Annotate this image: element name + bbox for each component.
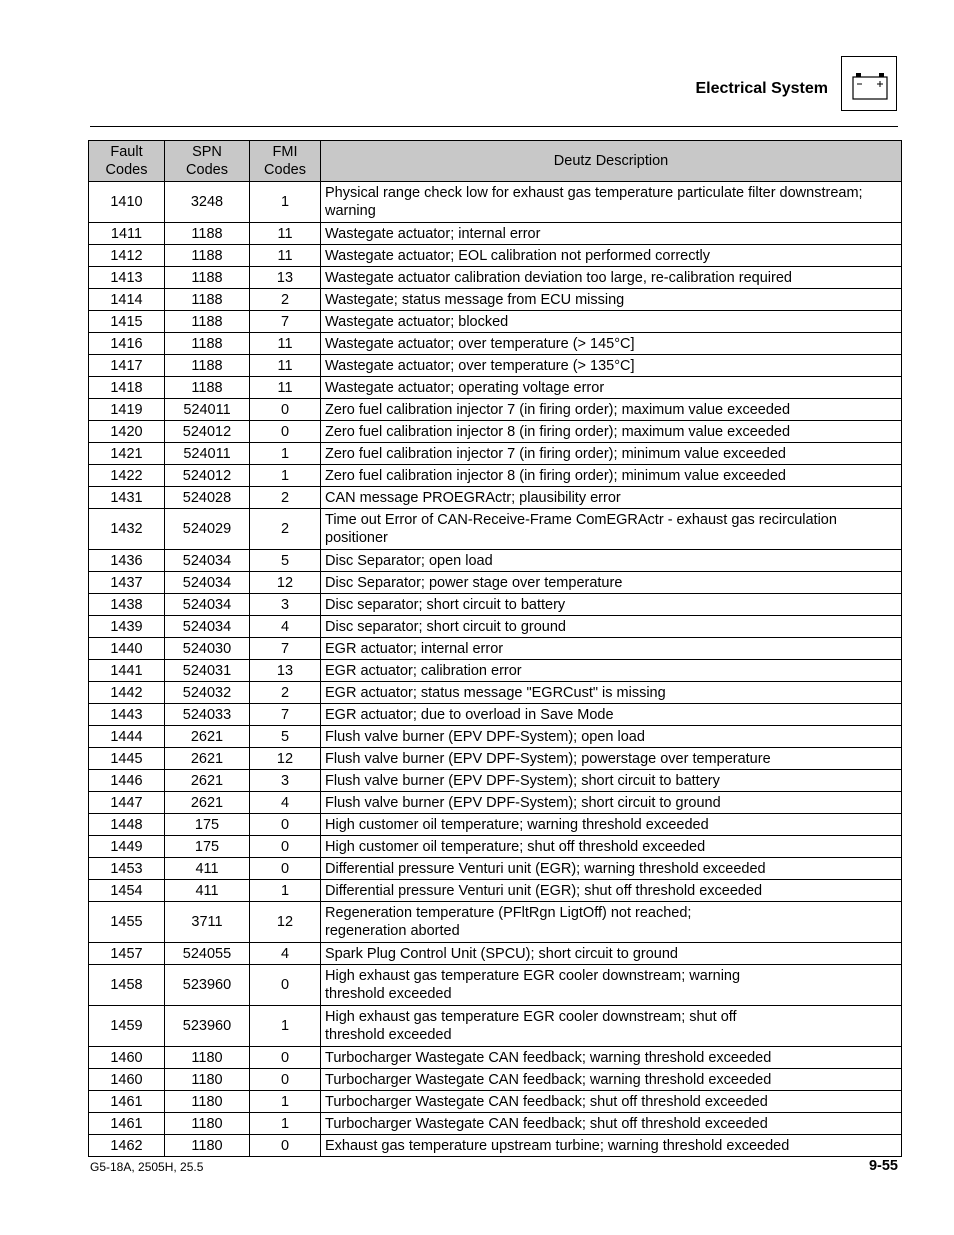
fmi-code-cell: 2 (250, 487, 321, 509)
spn-code-cell: 411 (165, 858, 250, 880)
table-row (89, 465, 902, 487)
page-number: 9-55 (868, 1158, 898, 1174)
fmi-code-cell: 3 (250, 770, 321, 792)
description-line: Turbocharger Wastegate CAN feedback; shut off threshold exceeded (325, 1093, 768, 1110)
description-line: Disc Separator; power stage over temperature (325, 574, 623, 591)
description-cell (321, 616, 902, 638)
spn-code-cell: 524029 (165, 509, 250, 550)
table-header-row (89, 141, 902, 182)
spn-code-cell: 2621 (165, 770, 250, 792)
spn-code-cell: 1180 (165, 1091, 250, 1113)
description-line: Regeneration temperature (PFltRgn LigtOff) not reached; (325, 905, 692, 921)
description-cell (321, 1047, 902, 1069)
table-row (89, 638, 902, 660)
document-code: G5-18A, 2505H, 25.5 (90, 1160, 204, 1174)
description-cell (321, 572, 902, 594)
fault-code-cell: 1444 (89, 726, 165, 748)
fmi-code-cell: 0 (250, 1135, 321, 1157)
fmi-code-cell: 1 (250, 880, 321, 902)
fault-code-cell: 1420 (89, 421, 165, 443)
fault-code-cell: 1413 (89, 267, 165, 289)
fmi-code-cell: 0 (250, 836, 321, 858)
fmi-code-cell: 13 (250, 267, 321, 289)
fault-code-cell: 1446 (89, 770, 165, 792)
table-row (89, 748, 902, 770)
fmi-code-cell: 11 (250, 377, 321, 399)
fault-code-cell: 1419 (89, 399, 165, 421)
spn-code-cell: 175 (165, 814, 250, 836)
description-cell (321, 355, 902, 377)
description-line: Disc separator; short circuit to battery (325, 596, 566, 613)
page-section-title: Electrical System (695, 80, 828, 97)
table-row (89, 333, 902, 355)
spn-code-cell: 524034 (165, 550, 250, 572)
table-row (89, 572, 902, 594)
fault-code-cell: 1437 (89, 572, 165, 594)
table-row (89, 943, 902, 965)
fmi-code-cell: 11 (250, 355, 321, 377)
description-cell (321, 1006, 902, 1047)
spn-code-cell: 523960 (165, 965, 250, 1006)
description-cell (321, 638, 902, 660)
description-line: Wastegate; status message from ECU missing (325, 291, 625, 308)
fmi-code-cell: 0 (250, 399, 321, 421)
table-row (89, 245, 902, 267)
table-row (89, 682, 902, 704)
spn-code-cell: 1188 (165, 267, 250, 289)
table-row (89, 1069, 902, 1091)
description-cell (321, 550, 902, 572)
table-row (89, 267, 902, 289)
fault-code-cell: 1449 (89, 836, 165, 858)
description-line: Disc separator; short circuit to ground (325, 618, 566, 635)
description-cell (321, 814, 902, 836)
table-row (89, 880, 902, 902)
table-row (89, 858, 902, 880)
description-line: Physical range check low for exhaust gas temperature particulate filter downstream; (325, 185, 863, 201)
description-cell (321, 682, 902, 704)
spn-code-cell: 411 (165, 880, 250, 902)
fault-code-cell: 1436 (89, 550, 165, 572)
description-line: Spark Plug Control Unit (SPCU); short circuit to ground (325, 945, 678, 962)
fmi-code-cell: 0 (250, 814, 321, 836)
table-row (89, 443, 902, 465)
fault-codes-header: Fault Codes (89, 141, 165, 182)
fmi-code-cell: 5 (250, 550, 321, 572)
fault-code-cell: 1415 (89, 311, 165, 333)
fmi-code-cell: 7 (250, 704, 321, 726)
fault-code-cell: 1460 (89, 1069, 165, 1091)
fault-code-cell: 1440 (89, 638, 165, 660)
description-cell (321, 770, 902, 792)
description-cell (321, 1069, 902, 1091)
fault-code-cell: 1439 (89, 616, 165, 638)
description-cell (321, 594, 902, 616)
spn-code-cell: 1180 (165, 1113, 250, 1135)
table-row (89, 726, 902, 748)
spn-code-cell: 524012 (165, 421, 250, 443)
fmi-code-cell: 0 (250, 1047, 321, 1069)
table-row (89, 1006, 902, 1047)
description-line: Wastegate actuator; operating voltage error (325, 379, 605, 396)
table-row (89, 704, 902, 726)
table-row (89, 902, 902, 943)
description-cell (321, 487, 902, 509)
spn-codes-header: SPN Codes (165, 141, 250, 182)
table-row (89, 182, 902, 223)
spn-code-cell: 3711 (165, 902, 250, 943)
description-line: Zero fuel calibration injector 8 (in firing order); minimum value exceeded (325, 467, 786, 484)
fault-code-cell: 1410 (89, 182, 165, 223)
fault-code-cell: 1411 (89, 223, 165, 245)
description-line: EGR actuator; due to overload in Save Mode (325, 706, 614, 723)
fault-code-cell: 1460 (89, 1047, 165, 1069)
fault-code-cell: 1443 (89, 704, 165, 726)
description-line: Differential pressure Venturi unit (EGR); warning threshold exceeded (325, 860, 766, 877)
fault-code-cell: 1457 (89, 943, 165, 965)
description-cell (321, 311, 902, 333)
fault-code-cell: 1461 (89, 1091, 165, 1113)
fault-code-cell: 1442 (89, 682, 165, 704)
fmi-code-cell: 1 (250, 443, 321, 465)
description-line: warning (325, 203, 376, 219)
description-line: Time out Error of CAN-Receive-Frame ComEGRActr - exhaust gas recirculation (325, 512, 837, 528)
spn-code-cell: 1188 (165, 245, 250, 267)
description-cell (321, 465, 902, 487)
description-line: Flush valve burner (EPV DPF-System); powerstage over temperature (325, 750, 771, 767)
fault-code-cell: 1441 (89, 660, 165, 682)
table-row (89, 770, 902, 792)
description-line: Exhaust gas temperature upstream turbine; warning threshold exceeded (325, 1137, 790, 1154)
fmi-code-cell: 1 (250, 182, 321, 223)
description-line: High exhaust gas temperature EGR cooler downstream; warning (325, 968, 741, 984)
spn-code-cell: 524011 (165, 443, 250, 465)
fmi-code-cell: 5 (250, 726, 321, 748)
description-line: Wastegate actuator; EOL calibration not performed correctly (325, 247, 710, 264)
description-cell (321, 1135, 902, 1157)
description-line: Zero fuel calibration injector 7 (in firing order); maximum value exceeded (325, 401, 791, 418)
fault-code-cell: 1431 (89, 487, 165, 509)
fault-codes-table (88, 140, 902, 1157)
description-cell (321, 902, 902, 943)
table-row (89, 1047, 902, 1069)
fmi-code-cell: 3 (250, 594, 321, 616)
description-cell (321, 223, 902, 245)
fmi-code-cell: 0 (250, 1069, 321, 1091)
table-row (89, 616, 902, 638)
battery-icon (842, 57, 898, 112)
description-cell (321, 182, 902, 223)
fmi-code-cell: 12 (250, 572, 321, 594)
spn-code-cell: 1180 (165, 1135, 250, 1157)
fault-code-cell: 1432 (89, 509, 165, 550)
description-line: Wastegate actuator calibration deviation too large, re-calibration required (325, 269, 792, 286)
description-line: Flush valve burner (EPV DPF-System); open load (325, 728, 645, 745)
table-row (89, 487, 902, 509)
table-row (89, 311, 902, 333)
description-cell (321, 792, 902, 814)
table-row (89, 355, 902, 377)
fmi-code-cell: 11 (250, 245, 321, 267)
description-cell (321, 443, 902, 465)
description-cell (321, 660, 902, 682)
fault-code-cell: 1438 (89, 594, 165, 616)
description-line: Zero fuel calibration injector 7 (in firing order); minimum value exceeded (325, 445, 786, 462)
description-cell (321, 943, 902, 965)
fault-code-cell: 1416 (89, 333, 165, 355)
spn-code-cell: 1180 (165, 1047, 250, 1069)
fmi-code-cell: 2 (250, 682, 321, 704)
table-row (89, 289, 902, 311)
spn-code-cell: 524033 (165, 704, 250, 726)
description-line: Turbocharger Wastegate CAN feedback; warning threshold exceeded (325, 1071, 772, 1088)
fmi-code-cell: 0 (250, 965, 321, 1006)
description-cell (321, 748, 902, 770)
description-line: Flush valve burner (EPV DPF-System); short circuit to ground (325, 794, 721, 811)
description-line: High customer oil temperature; shut off threshold exceeded (325, 838, 706, 855)
spn-code-cell: 524030 (165, 638, 250, 660)
fault-code-cell: 1455 (89, 902, 165, 943)
fault-code-cell: 1421 (89, 443, 165, 465)
description-line: High exhaust gas temperature EGR cooler downstream; shut off (325, 1009, 737, 1025)
fmi-code-cell: 4 (250, 616, 321, 638)
spn-code-cell: 2621 (165, 792, 250, 814)
spn-code-cell: 524055 (165, 943, 250, 965)
fault-code-cell: 1417 (89, 355, 165, 377)
description-cell (321, 333, 902, 355)
fmi-code-cell: 11 (250, 223, 321, 245)
description-cell (321, 880, 902, 902)
fault-code-cell: 1422 (89, 465, 165, 487)
spn-code-cell: 1188 (165, 333, 250, 355)
spn-code-cell: 524028 (165, 487, 250, 509)
description-line: EGR actuator; calibration error (325, 662, 522, 679)
spn-code-cell: 1188 (165, 223, 250, 245)
table-row (89, 965, 902, 1006)
description-line: Turbocharger Wastegate CAN feedback; warning threshold exceeded (325, 1049, 772, 1066)
fmi-code-cell: 0 (250, 858, 321, 880)
fmi-code-cell: 2 (250, 289, 321, 311)
fmi-code-cell: 7 (250, 311, 321, 333)
description-cell (321, 1091, 902, 1113)
fmi-code-cell: 7 (250, 638, 321, 660)
fault-code-cell: 1414 (89, 289, 165, 311)
spn-code-cell: 524032 (165, 682, 250, 704)
description-line: threshold exceeded (325, 1027, 452, 1043)
description-line: Zero fuel calibration injector 8 (in firing order); maximum value exceeded (325, 423, 791, 440)
spn-code-cell: 524031 (165, 660, 250, 682)
fault-code-cell: 1462 (89, 1135, 165, 1157)
description-cell (321, 858, 902, 880)
description-line: Wastegate actuator; over temperature (> 145°C] (325, 335, 635, 352)
fault-code-cell: 1454 (89, 880, 165, 902)
description-line: Flush valve burner (EPV DPF-System); short circuit to battery (325, 772, 720, 789)
description-cell (321, 509, 902, 550)
description-line: Wastegate actuator; over temperature (> 135°C] (325, 357, 635, 374)
fmi-code-cell: 12 (250, 902, 321, 943)
description-header: Deutz Description (321, 141, 902, 182)
fmi-code-cell: 1 (250, 1091, 321, 1113)
table-row (89, 814, 902, 836)
header-rule (90, 126, 898, 127)
spn-code-cell: 524011 (165, 399, 250, 421)
spn-code-cell: 3248 (165, 182, 250, 223)
description-cell (321, 704, 902, 726)
table-row (89, 1135, 902, 1157)
description-cell (321, 399, 902, 421)
description-line: EGR actuator; internal error (325, 640, 504, 657)
fmi-code-cell: 1 (250, 465, 321, 487)
table-row (89, 509, 902, 550)
spn-code-cell: 524012 (165, 465, 250, 487)
description-line: threshold exceeded (325, 986, 452, 1002)
table-row (89, 594, 902, 616)
table-row (89, 836, 902, 858)
fmi-code-cell: 4 (250, 943, 321, 965)
spn-code-cell: 2621 (165, 748, 250, 770)
spn-code-cell: 1188 (165, 377, 250, 399)
spn-code-cell: 523960 (165, 1006, 250, 1047)
fault-code-cell: 1412 (89, 245, 165, 267)
fmi-code-cell: 11 (250, 333, 321, 355)
description-line: EGR actuator; status message "EGRCust" is missing (325, 684, 666, 701)
spn-code-cell: 175 (165, 836, 250, 858)
fault-code-cell: 1458 (89, 965, 165, 1006)
fmi-code-cell: 1 (250, 1006, 321, 1047)
fmi-code-cell: 4 (250, 792, 321, 814)
spn-code-cell: 1188 (165, 311, 250, 333)
table-row (89, 377, 902, 399)
fault-code-cell: 1453 (89, 858, 165, 880)
description-line: Differential pressure Venturi unit (EGR); shut off threshold exceeded (325, 882, 763, 899)
description-cell (321, 289, 902, 311)
fault-code-cell: 1448 (89, 814, 165, 836)
fault-code-cell: 1461 (89, 1113, 165, 1135)
description-line: Disc Separator; open load (325, 552, 493, 569)
description-cell (321, 421, 902, 443)
description-line: Wastegate actuator; internal error (325, 225, 541, 242)
fault-code-cell: 1459 (89, 1006, 165, 1047)
table-row (89, 1113, 902, 1135)
table-row (89, 399, 902, 421)
description-line: regeneration aborted (325, 923, 460, 939)
fmi-codes-header: FMI Codes (250, 141, 321, 182)
section-icon-box (841, 56, 897, 111)
description-line: High customer oil temperature; warning threshold exceeded (325, 816, 709, 833)
spn-code-cell: 524034 (165, 616, 250, 638)
fmi-code-cell: 1 (250, 1113, 321, 1135)
description-line: Turbocharger Wastegate CAN feedback; shut off threshold exceeded (325, 1115, 768, 1132)
spn-code-cell: 524034 (165, 594, 250, 616)
description-line: Wastegate actuator; blocked (325, 313, 509, 330)
table-row (89, 1091, 902, 1113)
table-row (89, 660, 902, 682)
description-cell (321, 726, 902, 748)
fault-code-cell: 1445 (89, 748, 165, 770)
spn-code-cell: 2621 (165, 726, 250, 748)
description-cell (321, 1113, 902, 1135)
fault-code-cell: 1418 (89, 377, 165, 399)
spn-code-cell: 1188 (165, 355, 250, 377)
fmi-code-cell: 2 (250, 509, 321, 550)
description-line: CAN message PROEGRActr; plausibility error (325, 489, 621, 506)
fmi-code-cell: 12 (250, 748, 321, 770)
table-row (89, 421, 902, 443)
table-row (89, 792, 902, 814)
spn-code-cell: 1180 (165, 1069, 250, 1091)
description-cell (321, 267, 902, 289)
description-cell (321, 836, 902, 858)
fmi-code-cell: 13 (250, 660, 321, 682)
spn-code-cell: 1188 (165, 289, 250, 311)
description-cell (321, 245, 902, 267)
description-cell (321, 377, 902, 399)
fmi-code-cell: 0 (250, 421, 321, 443)
table-row (89, 223, 902, 245)
description-cell (321, 965, 902, 1006)
spn-code-cell: 524034 (165, 572, 250, 594)
fault-code-cell: 1447 (89, 792, 165, 814)
table-row (89, 550, 902, 572)
description-line: positioner (325, 530, 388, 546)
